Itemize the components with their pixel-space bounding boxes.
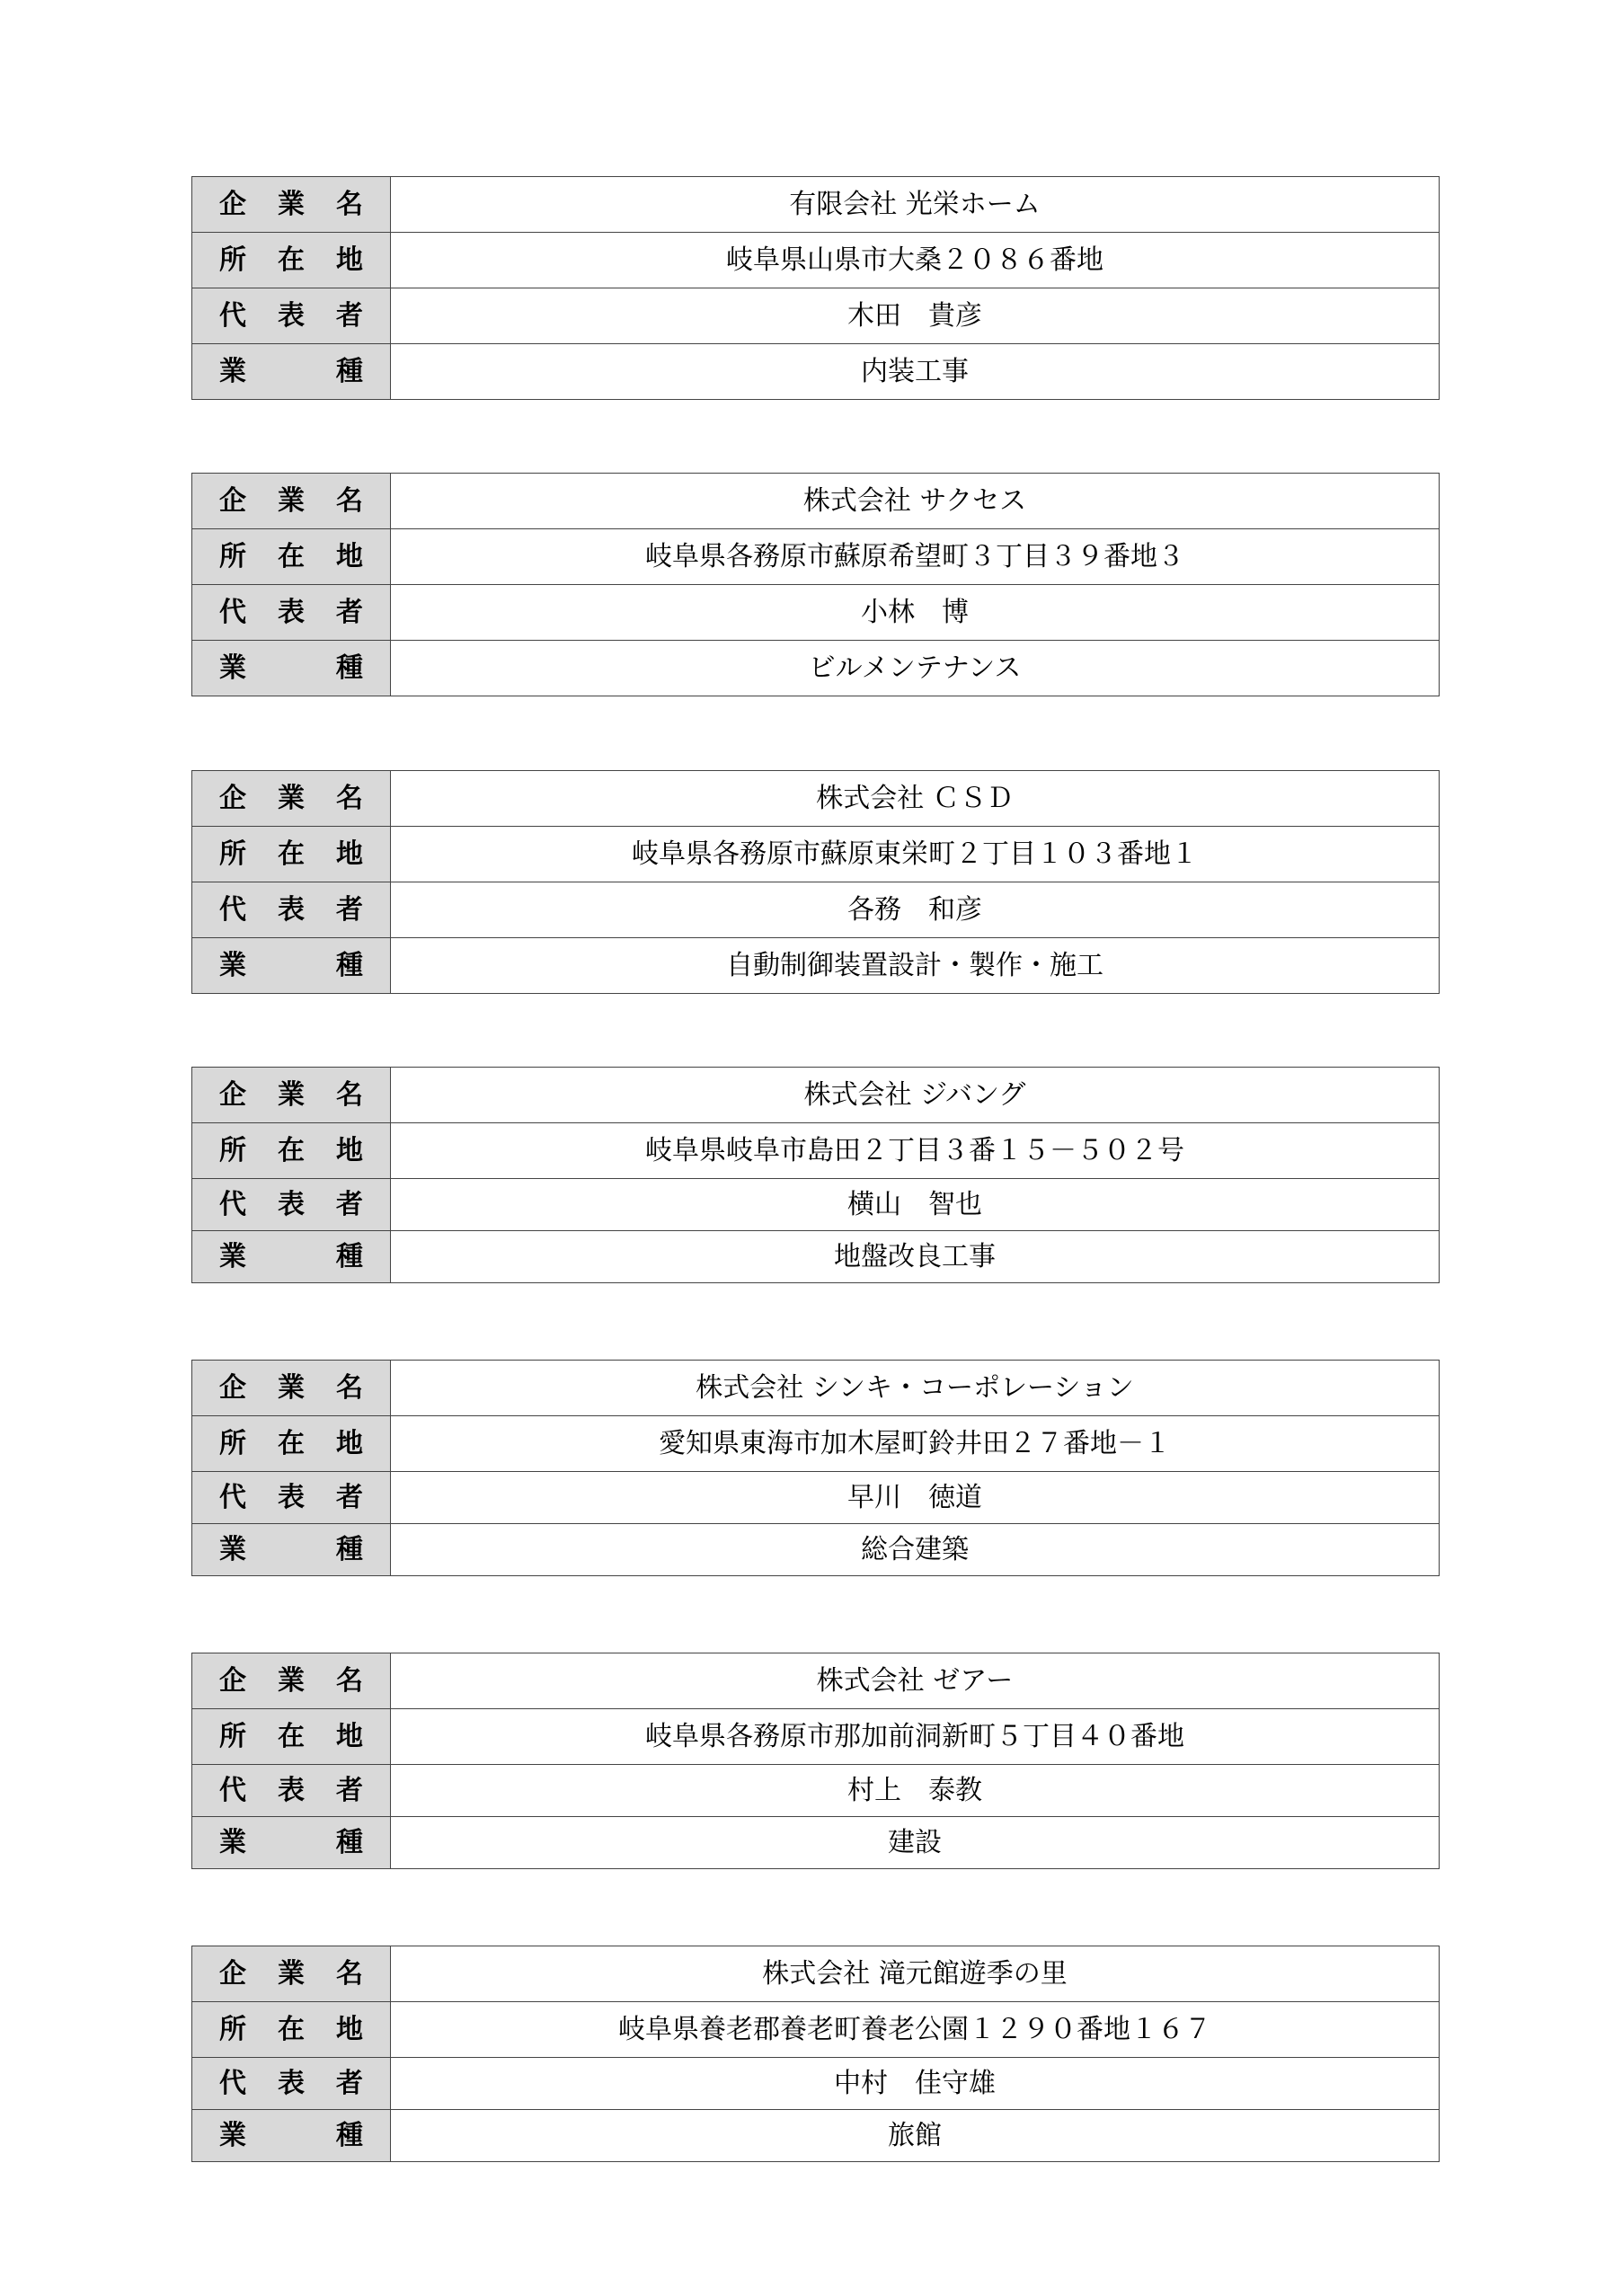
- representative-label: 代 表 者: [192, 1472, 391, 1524]
- industry-label: 業 種: [192, 1817, 391, 1869]
- company-name-row: [192, 1068, 1440, 1123]
- company-name-label: 企 業 名: [192, 474, 391, 529]
- representative-value: 中村 佳守雄: [391, 2058, 1440, 2110]
- company-name-row: [192, 771, 1440, 827]
- industry-value: 内装工事: [391, 344, 1440, 400]
- industry-label: 業 種: [192, 2110, 391, 2162]
- address-row: [192, 1123, 1440, 1179]
- company-name-value: 株式会社 ＣＳＤ: [391, 771, 1440, 827]
- representative-row: [192, 1765, 1440, 1817]
- address-value: 岐阜県養老郡養老町養老公園１２９０番地１６７: [391, 2002, 1440, 2058]
- company-name-label: 企 業 名: [192, 1361, 391, 1416]
- address-label: 所 在 地: [192, 529, 391, 585]
- industry-value: 総合建築: [391, 1524, 1440, 1576]
- industry-label: 業 種: [192, 641, 391, 696]
- company-name-label: 企 業 名: [192, 1068, 391, 1123]
- company-name-value: 株式会社 滝元館遊季の里: [391, 1946, 1440, 2002]
- address-row: [192, 1709, 1440, 1765]
- industry-label: 業 種: [192, 1231, 391, 1283]
- address-label: 所 在 地: [192, 1123, 391, 1179]
- representative-value: 村上 泰教: [391, 1765, 1440, 1817]
- company-table: [191, 1946, 1440, 2162]
- representative-label: 代 表 者: [192, 585, 391, 641]
- industry-label: 業 種: [192, 938, 391, 994]
- address-row: [192, 2002, 1440, 2058]
- company-table: [191, 770, 1440, 994]
- address-value: 愛知県東海市加木屋町鈴井田２７番地－１: [391, 1416, 1440, 1472]
- representative-row: [192, 1179, 1440, 1231]
- industry-value: 旅館: [391, 2110, 1440, 2162]
- industry-row: [192, 938, 1440, 994]
- representative-label: 代 表 者: [192, 1765, 391, 1817]
- representative-value: 横山 智也: [391, 1179, 1440, 1231]
- representative-label: 代 表 者: [192, 2058, 391, 2110]
- address-row: [192, 529, 1440, 585]
- address-label: 所 在 地: [192, 827, 391, 882]
- representative-value: 各務 和彦: [391, 882, 1440, 938]
- company-name-value: 有限会社 光栄ホーム: [391, 177, 1440, 233]
- industry-value: ビルメンテナンス: [391, 641, 1440, 696]
- company-table: [191, 1360, 1440, 1576]
- industry-row: [192, 344, 1440, 400]
- industry-row: [192, 641, 1440, 696]
- company-name-value: 株式会社 ジバング: [391, 1068, 1440, 1123]
- company-name-row: [192, 1946, 1440, 2002]
- address-value: 岐阜県山県市大桑２０８６番地: [391, 233, 1440, 288]
- representative-label: 代 表 者: [192, 288, 391, 344]
- representative-value: 木田 貴彦: [391, 288, 1440, 344]
- address-value: 岐阜県岐阜市島田２丁目３番１５－５０２号: [391, 1123, 1440, 1179]
- representative-label: 代 表 者: [192, 882, 391, 938]
- industry-row: [192, 1817, 1440, 1869]
- representative-label: 代 表 者: [192, 1179, 391, 1231]
- industry-value: 建設: [391, 1817, 1440, 1869]
- company-name-label: 企 業 名: [192, 177, 391, 233]
- representative-row: [192, 585, 1440, 641]
- industry-row: [192, 2110, 1440, 2162]
- representative-row: [192, 2058, 1440, 2110]
- industry-row: [192, 1231, 1440, 1283]
- representative-row: [192, 1472, 1440, 1524]
- company-name-label: 企 業 名: [192, 771, 391, 827]
- company-table: [191, 176, 1440, 400]
- industry-row: [192, 1524, 1440, 1576]
- address-value: 岐阜県各務原市那加前洞新町５丁目４０番地: [391, 1709, 1440, 1765]
- company-name-row: [192, 474, 1440, 529]
- company-name-row: [192, 1361, 1440, 1416]
- company-table: [191, 1653, 1440, 1869]
- company-name-label: 企 業 名: [192, 1653, 391, 1709]
- company-name-value: 株式会社 シンキ・コーポレーション: [391, 1361, 1440, 1416]
- address-row: [192, 233, 1440, 288]
- industry-label: 業 種: [192, 1524, 391, 1576]
- company-name-value: 株式会社 ゼアー: [391, 1653, 1440, 1709]
- address-label: 所 在 地: [192, 1709, 391, 1765]
- representative-row: [192, 288, 1440, 344]
- address-value: 岐阜県各務原市蘇原東栄町２丁目１０３番地１: [391, 827, 1440, 882]
- address-row: [192, 1416, 1440, 1472]
- company-table: [191, 473, 1440, 696]
- company-name-row: [192, 177, 1440, 233]
- representative-value: 小林 博: [391, 585, 1440, 641]
- address-row: [192, 827, 1440, 882]
- industry-value: 地盤改良工事: [391, 1231, 1440, 1283]
- company-name-row: [192, 1653, 1440, 1709]
- address-label: 所 在 地: [192, 233, 391, 288]
- company-name-value: 株式会社 サクセス: [391, 474, 1440, 529]
- address-value: 岐阜県各務原市蘇原希望町３丁目３９番地３: [391, 529, 1440, 585]
- address-label: 所 在 地: [192, 1416, 391, 1472]
- industry-value: 自動制御装置設計・製作・施工: [391, 938, 1440, 994]
- industry-label: 業 種: [192, 344, 391, 400]
- company-table: [191, 1067, 1440, 1283]
- company-name-label: 企 業 名: [192, 1946, 391, 2002]
- representative-row: [192, 882, 1440, 938]
- address-label: 所 在 地: [192, 2002, 391, 2058]
- representative-value: 早川 徳道: [391, 1472, 1440, 1524]
